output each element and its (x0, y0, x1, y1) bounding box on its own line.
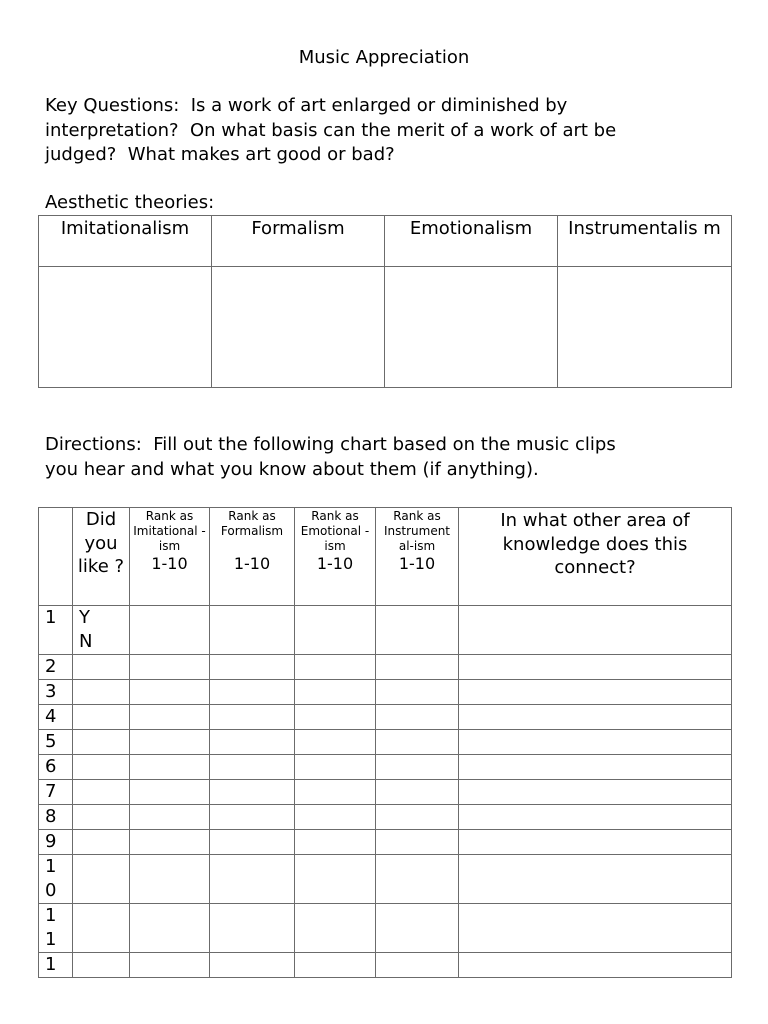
key-questions-line: interpretation? On what basis can the merit of a work of art be (45, 119, 617, 141)
table-row (39, 730, 732, 755)
connect-cell[interactable] (459, 805, 732, 830)
rank-header-label: Rank as Emotional -ism (300, 509, 370, 553)
connect-cell[interactable] (459, 830, 732, 855)
connect-cell[interactable] (459, 780, 732, 805)
connect-cell[interactable] (459, 606, 732, 655)
directions (45, 433, 735, 482)
did-you-like-header: Did you like ? (73, 508, 130, 606)
table-row (39, 655, 732, 680)
did-you-like-cell[interactable] (73, 755, 130, 780)
did-you-like-cell[interactable] (73, 805, 130, 830)
did-you-like-cell[interactable] (73, 953, 130, 978)
rank-imitationalism-cell[interactable] (130, 904, 210, 953)
theory-cell-emotionalism[interactable] (385, 267, 558, 388)
rank-formalism-cell[interactable] (210, 953, 295, 978)
did-you-like-cell[interactable] (73, 655, 130, 680)
rank-imitationalism-cell[interactable] (130, 730, 210, 755)
rank-instrumentalism-cell[interactable] (376, 855, 459, 904)
rank-formalism-header (210, 508, 295, 606)
rank-formalism-cell[interactable] (210, 606, 295, 655)
rank-imitationalism-cell[interactable] (130, 655, 210, 680)
rank-emotionalism-header (295, 508, 376, 606)
theories-table (38, 215, 732, 388)
rank-formalism-cell[interactable] (210, 904, 295, 953)
rank-instrumentalism-cell[interactable] (376, 730, 459, 755)
table-row (39, 830, 732, 855)
aesthetic-theories-label: Aesthetic theories: (45, 192, 215, 213)
connect-cell[interactable] (459, 680, 732, 705)
rank-formalism-cell[interactable] (210, 755, 295, 780)
rank-header-range: 1-10 (316, 554, 354, 573)
rank-emotionalism-cell[interactable] (295, 953, 376, 978)
did-you-like-cell[interactable] (73, 904, 130, 953)
rank-instrumentalism-cell[interactable] (376, 805, 459, 830)
rank-instrumentalism-cell[interactable] (376, 655, 459, 680)
rank-imitationalism-header (130, 508, 210, 606)
rank-emotionalism-cell[interactable] (295, 655, 376, 680)
rank-imitationalism-cell[interactable] (130, 805, 210, 830)
theory-header-instrumentalism: Instrumentalis m (558, 216, 732, 267)
row-number: 3 (39, 680, 73, 705)
rank-formalism-cell[interactable] (210, 655, 295, 680)
table-row (39, 780, 732, 805)
row-number: 1 (39, 953, 73, 978)
rank-formalism-cell[interactable] (210, 855, 295, 904)
row-number: 1 (39, 606, 73, 655)
theory-cell-formalism[interactable] (212, 267, 385, 388)
rank-emotionalism-cell[interactable] (295, 730, 376, 755)
row-number: 8 (39, 805, 73, 830)
rank-header-range: 1-10 (398, 554, 436, 573)
rank-emotionalism-cell[interactable] (295, 606, 376, 655)
rank-emotionalism-cell[interactable] (295, 755, 376, 780)
table-row (39, 953, 732, 978)
rank-formalism-cell[interactable] (210, 780, 295, 805)
rank-formalism-cell[interactable] (210, 680, 295, 705)
connect-header: In what other area of knowledge does this connect? (459, 508, 732, 606)
table-row (39, 904, 732, 953)
rank-imitationalism-cell[interactable] (130, 680, 210, 705)
rank-instrumentalism-cell[interactable] (376, 904, 459, 953)
number-header (39, 508, 73, 606)
theory-header-formalism: Formalism (212, 216, 385, 267)
rank-instrumentalism-cell[interactable] (376, 606, 459, 655)
did-you-like-cell[interactable] (73, 830, 130, 855)
connect-cell[interactable] (459, 730, 732, 755)
connect-cell[interactable] (459, 705, 732, 730)
table-row (39, 755, 732, 780)
table-row (39, 606, 732, 655)
rank-emotionalism-cell[interactable] (295, 705, 376, 730)
theory-cell-imitationalism[interactable] (39, 267, 212, 388)
rank-instrumentalism-cell[interactable] (376, 680, 459, 705)
rank-formalism-cell[interactable] (210, 805, 295, 830)
rank-imitationalism-cell[interactable] (130, 855, 210, 904)
row-number: 6 (39, 755, 73, 780)
rank-formalism-cell[interactable] (210, 730, 295, 755)
rank-emotionalism-cell[interactable] (295, 830, 376, 855)
table-row (39, 805, 732, 830)
connect-cell[interactable] (459, 755, 732, 780)
rank-header-label: Rank as Instrument al-ism (383, 509, 451, 553)
connect-cell[interactable] (459, 904, 732, 953)
rank-header-range: 1-10 (233, 554, 271, 573)
did-you-like-cell[interactable] (73, 680, 130, 705)
connect-cell[interactable] (459, 953, 732, 978)
rank-header-label: Rank as Formalism (220, 509, 284, 538)
did-you-like-cell[interactable]: Y N (73, 606, 130, 655)
table-row (39, 680, 732, 705)
rank-formalism-cell[interactable] (210, 705, 295, 730)
rank-imitationalism-cell[interactable] (130, 830, 210, 855)
rank-emotionalism-cell[interactable] (295, 780, 376, 805)
music-clips-table (38, 507, 732, 978)
rank-formalism-cell[interactable] (210, 830, 295, 855)
key-questions (45, 94, 735, 168)
rank-emotionalism-cell[interactable] (295, 855, 376, 904)
directions-line: you hear and what you know about them (if anything). (45, 458, 539, 480)
row-number: 1 1 (39, 904, 73, 953)
key-questions-line: judged? What makes art good or bad? (45, 144, 395, 165)
did-you-like-cell[interactable] (73, 780, 130, 805)
row-number: 7 (39, 780, 73, 805)
rank-emotionalism-cell[interactable] (295, 680, 376, 705)
did-you-like-cell[interactable] (73, 730, 130, 755)
rank-emotionalism-cell[interactable] (295, 805, 376, 830)
rank-imitationalism-cell[interactable] (130, 705, 210, 730)
rank-instrumentalism-cell[interactable] (376, 830, 459, 855)
theory-header-emotionalism: Emotionalism (385, 216, 558, 267)
connect-cell[interactable] (459, 655, 732, 680)
rank-instrumentalism-cell[interactable] (376, 953, 459, 978)
theory-header-imitationalism: Imitationalism (39, 216, 212, 267)
rank-imitationalism-cell[interactable] (130, 606, 210, 655)
rank-imitationalism-cell[interactable] (130, 780, 210, 805)
row-number: 5 (39, 730, 73, 755)
did-you-like-cell[interactable] (73, 855, 130, 904)
rank-instrumentalism-cell[interactable] (376, 755, 459, 780)
row-number: 9 (39, 830, 73, 855)
rank-instrumentalism-cell[interactable] (376, 705, 459, 730)
key-questions-line: Key Questions: Is a work of art enlarged or diminished by (45, 95, 568, 116)
row-number: 4 (39, 705, 73, 730)
table-row (39, 855, 732, 904)
did-you-like-cell[interactable] (73, 705, 130, 730)
rank-imitationalism-cell[interactable] (130, 953, 210, 978)
directions-line: Directions: Fill out the following chart based on the music clips (45, 434, 616, 455)
row-number: 2 (39, 655, 73, 680)
rank-imitationalism-cell[interactable] (130, 755, 210, 780)
row-number: 1 0 (39, 855, 73, 904)
theory-cell-instrumentalism[interactable] (558, 267, 732, 388)
page-title: Music Appreciation (298, 47, 470, 68)
rank-instrumentalism-cell[interactable] (376, 780, 459, 805)
rank-emotionalism-cell[interactable] (295, 904, 376, 953)
rank-instrumentalism-header (376, 508, 459, 606)
rank-header-label: Rank as Imitational -ism (133, 509, 206, 553)
table-row (39, 705, 732, 730)
connect-cell[interactable] (459, 855, 732, 904)
rank-header-range: 1-10 (151, 554, 188, 573)
